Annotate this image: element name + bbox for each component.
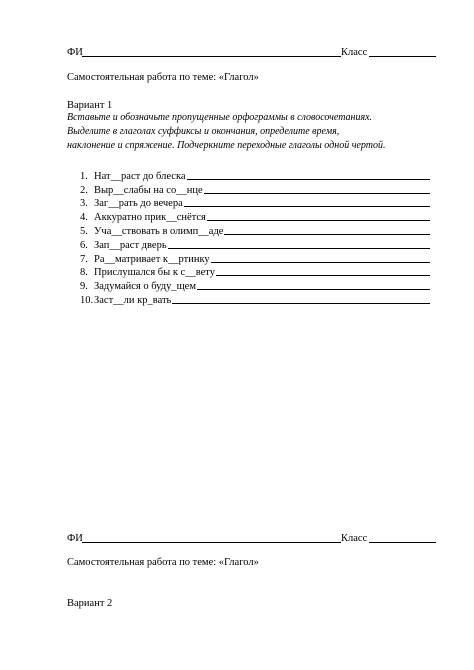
list-item (80, 182, 430, 196)
task-line: наклонение и спряжение. Подчеркните переходные глаголы одной чертой. (67, 140, 386, 151)
task-line: Выделите в глаголах суффиксы и окончания, определите время, (67, 126, 340, 137)
task-line: Вставьте и обозначьте пропущенные орфограммы в словосочетаниях. (67, 112, 373, 123)
item-phrase: Нат__раст до блеска (94, 170, 186, 182)
name-blank-line (82, 542, 341, 543)
list-item (80, 292, 430, 306)
answer-line (187, 179, 430, 180)
item-number: 7. (80, 253, 88, 265)
answer-line (211, 262, 430, 263)
name-class-row (67, 530, 437, 544)
item-number: 10. (80, 294, 94, 306)
item-number: 8. (80, 267, 88, 279)
item-phrase: Выр__слабы на со__нце (94, 184, 203, 196)
item-number: 4. (80, 212, 88, 224)
item-phrase: Аккуратно прик__снётся (94, 212, 206, 224)
name-blank-line (82, 56, 341, 57)
answer-line (184, 206, 430, 207)
variant-heading: Вариант 1 (67, 100, 113, 111)
variant-heading: Вариант 2 (67, 598, 113, 609)
class-label: Класс (341, 533, 368, 544)
item-number: 6. (80, 239, 88, 251)
item-number: 5. (80, 225, 88, 237)
list-item (80, 223, 430, 237)
item-phrase: Зап__раст дверь (94, 239, 167, 251)
answer-line (207, 220, 430, 221)
worksheet-title: Самостоятельная работа по теме: «Глагол» (67, 557, 259, 568)
item-number: 3. (80, 198, 88, 210)
class-label: Класс (341, 47, 368, 58)
name-label: ФИ (67, 47, 83, 58)
exercise-list (80, 168, 430, 306)
item-number: 2. (80, 184, 88, 196)
item-number: 9. (80, 281, 88, 293)
item-phrase: Ра__матривает к__ртинку (94, 253, 210, 265)
answer-line (168, 248, 430, 249)
name-label: ФИ (67, 533, 83, 544)
list-item (80, 237, 430, 251)
class-blank-line (369, 542, 436, 543)
item-phrase: Задумайся о буду_щем (94, 281, 196, 293)
list-item (80, 196, 430, 210)
item-phrase: Уча__ствовать в олимп__аде (94, 225, 224, 237)
answer-line (216, 275, 430, 276)
answer-line (204, 193, 430, 194)
task-instructions (67, 111, 442, 153)
answer-line (172, 303, 430, 304)
list-item (80, 265, 430, 279)
list-item (80, 209, 430, 223)
name-class-row (67, 44, 437, 58)
list-item (80, 168, 430, 182)
item-phrase: Заг__рать до вечера (94, 198, 183, 210)
answer-line (224, 234, 430, 235)
list-item (80, 278, 430, 292)
item-phrase: Прислушался бы к с__вету (94, 267, 215, 279)
list-item (80, 251, 430, 265)
answer-line (197, 289, 430, 290)
item-number: 1. (80, 170, 88, 182)
item-phrase: Заст__ли кр_вать (94, 294, 172, 306)
worksheet-title: Самостоятельная работа по теме: «Глагол» (67, 72, 259, 83)
class-blank-line (369, 56, 436, 57)
